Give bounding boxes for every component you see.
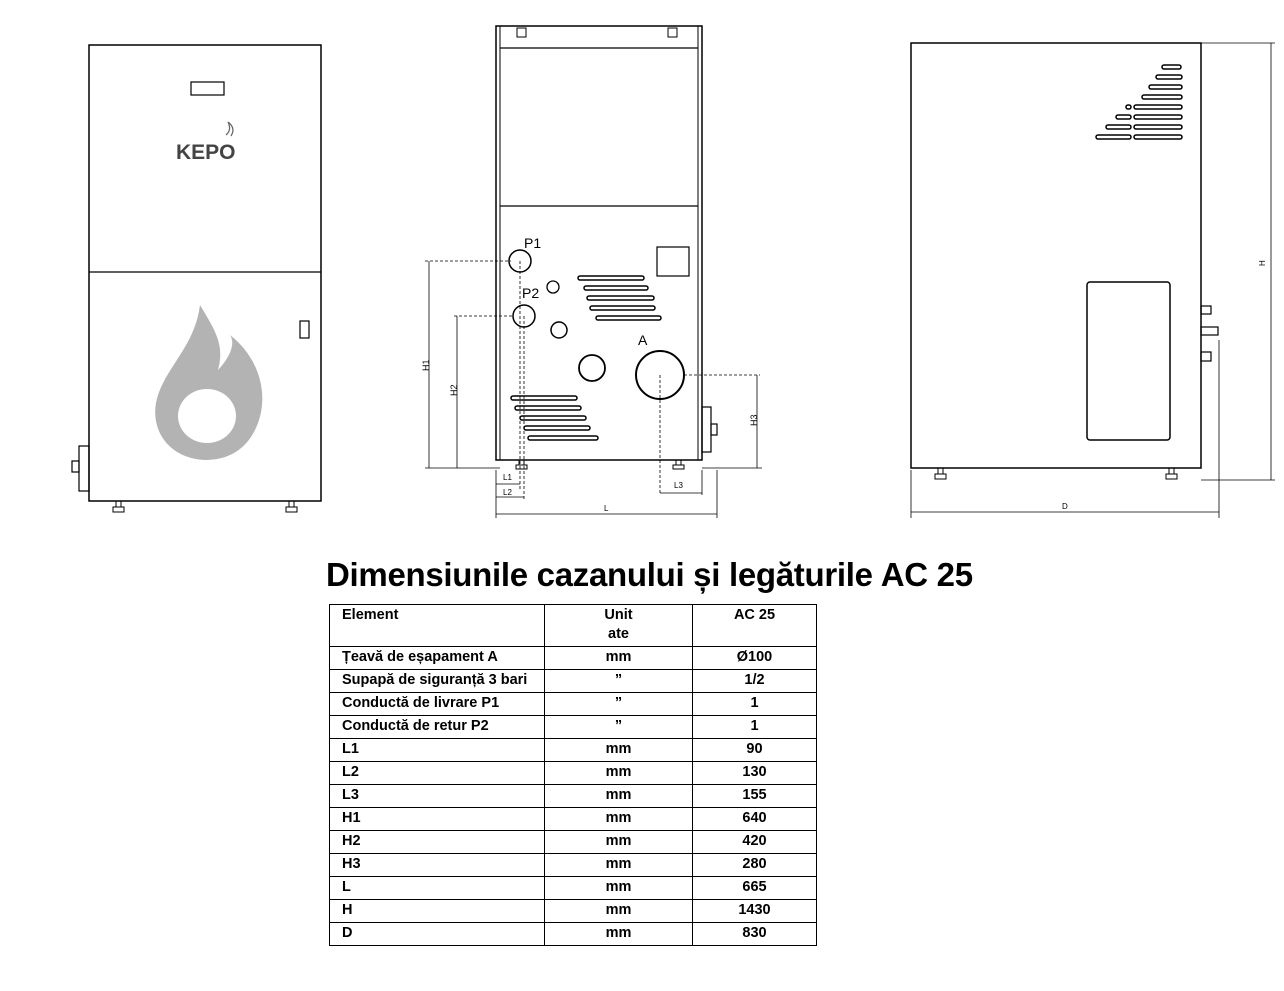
header-model: AC 25	[693, 605, 817, 647]
table-row	[330, 670, 817, 693]
upper-vents	[578, 276, 661, 320]
dim-h2: H2	[449, 384, 459, 396]
table-row	[330, 831, 817, 854]
cell-element: D	[330, 923, 545, 946]
dim-h3: H3	[749, 414, 759, 426]
title-text: Dimensiunile cazanului și legăturile	[326, 556, 873, 593]
table-row	[330, 693, 817, 716]
cell-value: 1/2	[693, 670, 817, 693]
cell-value: 1	[693, 716, 817, 739]
cell-element: Țeavă de eșapament A	[330, 647, 545, 670]
cell-unit: mm	[545, 877, 693, 900]
cell-value: 1	[693, 693, 817, 716]
dim-l: L	[604, 504, 609, 513]
cell-element: L3	[330, 785, 545, 808]
cell-unit: mm	[545, 831, 693, 854]
table-row	[330, 785, 817, 808]
flame-ring-icon	[155, 305, 262, 460]
cell-value: 1430	[693, 900, 817, 923]
display-panel	[191, 82, 224, 95]
table-row	[330, 739, 817, 762]
table-row	[330, 808, 817, 831]
cell-element: L2	[330, 762, 545, 785]
header-unit-line1: Unit	[604, 607, 633, 623]
label-p2: P2	[522, 285, 540, 301]
cell-element: H2	[330, 831, 545, 854]
table-row	[330, 716, 817, 739]
cell-value: 90	[693, 739, 817, 762]
logo-flame-icon	[226, 122, 233, 136]
cell-unit: mm	[545, 900, 693, 923]
door-handle	[300, 321, 309, 338]
title-model: AC 25	[880, 556, 973, 593]
cell-value: 420	[693, 831, 817, 854]
cell-unit: mm	[545, 762, 693, 785]
table-row	[330, 854, 817, 877]
table-row	[330, 923, 817, 946]
cell-unit: mm	[545, 854, 693, 877]
cell-element: Conductă de livrare P1	[330, 693, 545, 716]
cell-value: 830	[693, 923, 817, 946]
inspection-door	[1087, 282, 1170, 440]
cell-element: Conductă de retur P2	[330, 716, 545, 739]
cell-element: L	[330, 877, 545, 900]
cell-element: H	[330, 900, 545, 923]
cell-unit: mm	[545, 808, 693, 831]
cell-element: H1	[330, 808, 545, 831]
cell-element: Supapă de siguranță 3 bari	[330, 670, 545, 693]
side-view	[911, 43, 1275, 518]
dim-l3: L3	[674, 481, 683, 490]
cell-unit: ”	[545, 693, 693, 716]
front-view	[72, 45, 321, 512]
dim-d: D	[1062, 502, 1068, 511]
cell-value: 130	[693, 762, 817, 785]
cell-unit: ”	[545, 716, 693, 739]
cell-unit: mm	[545, 647, 693, 670]
table-row	[330, 877, 817, 900]
label-a: A	[638, 332, 648, 348]
cell-value: 665	[693, 877, 817, 900]
cell-unit: mm	[545, 739, 693, 762]
connection-view	[421, 26, 762, 518]
cell-element: L1	[330, 739, 545, 762]
table-header-row	[330, 605, 817, 647]
cell-unit: mm	[545, 785, 693, 808]
cell-unit: ”	[545, 670, 693, 693]
table-row	[330, 647, 817, 670]
cell-unit: mm	[545, 923, 693, 946]
page-title	[326, 556, 973, 594]
label-p1: P1	[524, 235, 542, 251]
cell-value: 155	[693, 785, 817, 808]
cell-value: 640	[693, 808, 817, 831]
dim-l2: L2	[503, 488, 512, 497]
kepo-logo: KEPO	[176, 141, 236, 164]
table-row	[330, 762, 817, 785]
dim-h1: H1	[421, 359, 431, 371]
header-element: Element	[330, 605, 545, 647]
dim-h: H	[1258, 260, 1267, 266]
table-row	[330, 900, 817, 923]
cell-value: 280	[693, 854, 817, 877]
dim-l1: L1	[503, 473, 512, 482]
header-unit-line2: ate	[608, 626, 629, 642]
cell-element: H3	[330, 854, 545, 877]
dimensions-table	[329, 604, 817, 946]
cell-value: Ø100	[693, 647, 817, 670]
side-vents	[1096, 65, 1182, 139]
header-unit	[545, 605, 693, 647]
